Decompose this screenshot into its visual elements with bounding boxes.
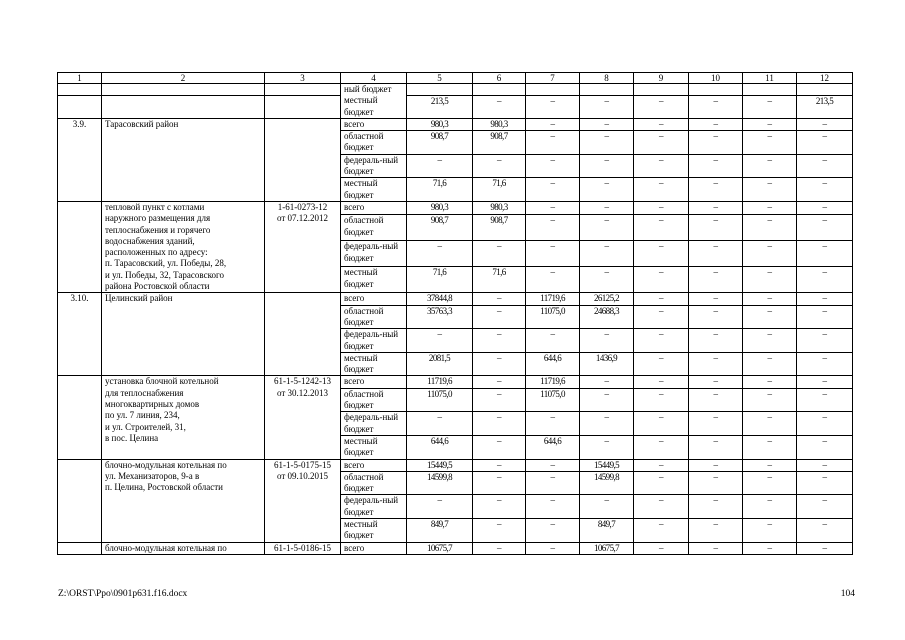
value-cell: 71,6	[407, 267, 473, 293]
value-cell: 644,6	[407, 435, 473, 459]
value-cell: –	[526, 201, 580, 215]
value-cell: –	[526, 154, 580, 178]
value-cell: –	[526, 131, 580, 155]
value-cell: –	[407, 154, 473, 178]
value-cell: –	[743, 267, 797, 293]
value-cell: 849,7	[407, 518, 473, 542]
value-cell: –	[473, 471, 526, 495]
value-cell: –	[689, 293, 743, 305]
value-cell: –	[634, 388, 689, 412]
value-cell: –	[407, 329, 473, 353]
value-cell: 15449,5	[580, 459, 634, 471]
value-cell: –	[797, 471, 853, 495]
value-cell: –	[743, 376, 797, 388]
value-cell: –	[797, 131, 853, 155]
value-cell: –	[473, 495, 526, 519]
table-cell	[407, 84, 473, 96]
value-cell: 11075,0	[526, 388, 580, 412]
value-cell: –	[634, 412, 689, 436]
document-ref	[265, 293, 341, 376]
value-cell: –	[743, 412, 797, 436]
value-cell: –	[689, 471, 743, 495]
value-cell: 26125,2	[580, 293, 634, 305]
value-cell: 10675,7	[407, 542, 473, 554]
page-number: 104	[840, 589, 855, 599]
cell-line: расположенных по адресу:	[105, 247, 208, 258]
cell-line: установка блочной котельной	[105, 376, 219, 387]
value-cell: 1436,9	[580, 352, 634, 376]
value-cell: –	[689, 118, 743, 130]
funding-source: областной бюджет	[341, 215, 407, 241]
value-cell: 71,6	[473, 267, 526, 293]
value-cell: –	[580, 241, 634, 267]
funding-source: всего	[341, 459, 407, 471]
value-cell: –	[634, 471, 689, 495]
value-cell: –	[743, 215, 797, 241]
value-cell: 11075,0	[407, 388, 473, 412]
document-ref	[265, 201, 341, 292]
value-cell: 2081,5	[407, 352, 473, 376]
table-cell	[58, 95, 102, 118]
document-ref: 61-1-5-0186-15	[265, 542, 341, 554]
value-cell: –	[797, 241, 853, 267]
document-ref	[265, 118, 341, 201]
table-row	[58, 376, 853, 388]
value-cell: –	[634, 131, 689, 155]
funding-source: федераль-ный бюджет	[341, 241, 407, 267]
value-cell: –	[407, 241, 473, 267]
value-cell: 908,7	[473, 131, 526, 155]
funding-source: областной бюджет	[341, 131, 407, 155]
column-number: 1	[58, 73, 102, 84]
column-number: 5	[407, 73, 473, 84]
cell-line: блочно-модульная котельная по	[105, 459, 227, 470]
value-cell: –	[743, 388, 797, 412]
value-cell: 980,3	[473, 118, 526, 130]
value-cell: –	[634, 95, 689, 118]
value-cell: –	[634, 435, 689, 459]
cell-line: 1-61-0273-12	[277, 201, 328, 212]
value-cell: 11719,6	[526, 293, 580, 305]
value-cell: –	[689, 215, 743, 241]
value-cell: –	[473, 376, 526, 388]
value-cell: –	[407, 412, 473, 436]
value-cell: –	[689, 131, 743, 155]
value-cell: –	[580, 154, 634, 178]
funding-source: всего	[341, 376, 407, 388]
value-cell: –	[580, 495, 634, 519]
funding-source: федераль-ный бюджет	[341, 329, 407, 353]
cell-line: в пос. Целина	[105, 432, 159, 443]
section-number: 3.9.	[58, 118, 102, 201]
value-cell: –	[634, 542, 689, 554]
table-row	[58, 201, 853, 215]
value-cell: –	[526, 267, 580, 293]
value-cell: –	[797, 412, 853, 436]
budget-table	[57, 72, 853, 555]
cell-line: района Ростовской области	[105, 281, 210, 292]
value-cell: 849,7	[580, 518, 634, 542]
value-cell: –	[634, 267, 689, 293]
funding-source: всего	[341, 201, 407, 215]
table-cell	[526, 84, 580, 96]
value-cell: –	[634, 329, 689, 353]
object-name: блочно-модульная котельная по	[102, 542, 265, 554]
value-cell: –	[580, 178, 634, 202]
cell-line: наружного размещения для	[105, 213, 211, 224]
table-cell	[265, 84, 341, 96]
column-number: 11	[743, 73, 797, 84]
table-cell	[102, 84, 265, 96]
value-cell: –	[580, 131, 634, 155]
table-cell	[743, 84, 797, 96]
column-number: 4	[341, 73, 407, 84]
value-cell: 11075,0	[526, 305, 580, 329]
value-cell: –	[634, 215, 689, 241]
value-cell: –	[689, 376, 743, 388]
value-cell: –	[634, 293, 689, 305]
value-cell: –	[526, 471, 580, 495]
value-cell: –	[526, 459, 580, 471]
value-cell: 71,6	[473, 178, 526, 202]
value-cell: –	[473, 518, 526, 542]
document-ref	[265, 459, 341, 542]
value-cell: 980,3	[473, 201, 526, 215]
value-cell: –	[526, 542, 580, 554]
object-name	[102, 376, 265, 459]
value-cell: –	[743, 352, 797, 376]
value-cell: –	[743, 178, 797, 202]
value-cell: –	[580, 95, 634, 118]
value-cell: –	[473, 241, 526, 267]
object-name	[102, 459, 265, 542]
value-cell: –	[689, 518, 743, 542]
value-cell: –	[526, 518, 580, 542]
value-cell: –	[526, 178, 580, 202]
value-cell: –	[689, 459, 743, 471]
value-cell: 35763,3	[407, 305, 473, 329]
column-number: 8	[580, 73, 634, 84]
value-cell: 980,3	[407, 118, 473, 130]
funding-source: федераль-ный бюджет	[341, 412, 407, 436]
value-cell: –	[473, 329, 526, 353]
object-name	[102, 201, 265, 292]
value-cell: –	[634, 178, 689, 202]
value-cell: –	[689, 352, 743, 376]
value-cell: 644,6	[526, 435, 580, 459]
value-cell: 71,6	[407, 178, 473, 202]
value-cell: –	[634, 305, 689, 329]
value-cell: –	[743, 154, 797, 178]
value-cell: –	[634, 376, 689, 388]
value-cell: –	[689, 241, 743, 267]
value-cell: –	[743, 435, 797, 459]
value-cell: –	[797, 388, 853, 412]
table-cell	[58, 84, 102, 96]
value-cell: –	[797, 495, 853, 519]
funding-source: всего	[341, 542, 407, 554]
value-cell: –	[743, 495, 797, 519]
funding-source: местный бюджет	[341, 352, 407, 376]
value-cell: –	[580, 201, 634, 215]
value-cell: –	[797, 215, 853, 241]
table-cell	[634, 84, 689, 96]
value-cell: –	[743, 471, 797, 495]
value-cell: –	[580, 435, 634, 459]
value-cell: –	[743, 305, 797, 329]
cell-line: п. Целина, Ростовской области	[105, 482, 224, 493]
value-cell: 11719,6	[526, 376, 580, 388]
value-cell: 908,7	[407, 215, 473, 241]
cell-line: ул. Механизаторов, 9-а в	[105, 470, 200, 481]
value-cell: –	[689, 305, 743, 329]
value-cell: –	[689, 154, 743, 178]
funding-source: областной бюджет	[341, 305, 407, 329]
funding-source: федераль-ный бюджет	[341, 154, 407, 178]
value-cell: –	[473, 542, 526, 554]
value-cell: –	[526, 95, 580, 118]
value-cell: –	[797, 154, 853, 178]
value-cell: –	[797, 178, 853, 202]
budget-sheet	[57, 72, 852, 555]
value-cell: 980,3	[407, 201, 473, 215]
value-cell: –	[689, 201, 743, 215]
district-name: Целинский район	[102, 293, 265, 376]
cell-line: п. Тарасовский, ул. Победы, 28,	[105, 258, 227, 269]
value-cell: 644,6	[526, 352, 580, 376]
cell-line: 61-1-5-1242-13	[274, 376, 331, 387]
value-cell: –	[634, 201, 689, 215]
table-row	[58, 118, 853, 130]
cell-line: 61-1-5-0175-15	[274, 459, 331, 470]
cell-line: теплоснабжения и горячего	[105, 224, 211, 235]
value-cell: –	[634, 495, 689, 519]
table-row	[58, 459, 853, 471]
value-cell: –	[634, 118, 689, 130]
cell-line: по ул. 7 линия, 234,	[105, 410, 180, 421]
value-cell: 213,5	[407, 95, 473, 118]
funding-source: местный бюджет	[341, 95, 407, 118]
column-number: 6	[473, 73, 526, 84]
value-cell: –	[473, 154, 526, 178]
column-number: 12	[797, 73, 853, 84]
column-number: 10	[689, 73, 743, 84]
value-cell: –	[797, 293, 853, 305]
cell-line: тепловой пункт с котлами	[105, 201, 205, 212]
empty-cell	[58, 542, 102, 554]
value-cell: –	[689, 542, 743, 554]
funding-source: областной бюджет	[341, 471, 407, 495]
value-cell: –	[526, 241, 580, 267]
value-cell: –	[580, 329, 634, 353]
value-cell: –	[689, 495, 743, 519]
table-cell	[102, 95, 265, 118]
value-cell: –	[689, 388, 743, 412]
funding-source: всего	[341, 293, 407, 305]
funding-source: федераль-ный бюджет	[341, 495, 407, 519]
column-number: 7	[526, 73, 580, 84]
value-cell: 37844,8	[407, 293, 473, 305]
funding-source: всего	[341, 118, 407, 130]
value-cell: –	[689, 329, 743, 353]
value-cell: –	[526, 329, 580, 353]
value-cell: –	[689, 178, 743, 202]
funding-source: местный бюджет	[341, 518, 407, 542]
value-cell: –	[634, 241, 689, 267]
table-cell	[689, 84, 743, 96]
value-cell: –	[743, 518, 797, 542]
value-cell: –	[407, 495, 473, 519]
cell-line: от 07.12.2012	[276, 213, 329, 224]
value-cell: –	[634, 352, 689, 376]
value-cell: 10675,7	[580, 542, 634, 554]
cell-line: для теплоснабжения	[105, 387, 184, 398]
value-cell: –	[526, 412, 580, 436]
value-cell: –	[743, 201, 797, 215]
cell-line: многоквартирных домов	[105, 399, 200, 410]
value-cell: –	[689, 267, 743, 293]
table-row	[58, 542, 853, 554]
value-cell: –	[526, 215, 580, 241]
value-cell: –	[797, 267, 853, 293]
value-cell: 908,7	[473, 215, 526, 241]
document-ref	[265, 376, 341, 459]
column-number: 9	[634, 73, 689, 84]
value-cell: –	[797, 118, 853, 130]
value-cell: –	[743, 459, 797, 471]
value-cell: –	[797, 376, 853, 388]
value-cell: –	[743, 118, 797, 130]
value-cell: –	[743, 131, 797, 155]
value-cell: –	[634, 518, 689, 542]
value-cell: –	[473, 459, 526, 471]
table-cell	[580, 84, 634, 96]
table-row	[58, 84, 853, 96]
value-cell: –	[743, 241, 797, 267]
funding-source: ный бюджет	[341, 84, 407, 96]
value-cell: –	[526, 495, 580, 519]
value-cell: –	[634, 459, 689, 471]
value-cell: –	[797, 459, 853, 471]
value-cell: 14599,8	[580, 471, 634, 495]
value-cell: –	[473, 293, 526, 305]
value-cell: –	[580, 376, 634, 388]
value-cell: –	[797, 329, 853, 353]
value-cell: –	[473, 388, 526, 412]
value-cell: –	[797, 542, 853, 554]
value-cell: –	[473, 95, 526, 118]
value-cell: 14599,8	[407, 471, 473, 495]
cell-line: от 09.10.2015	[276, 470, 329, 481]
value-cell: –	[580, 215, 634, 241]
value-cell: –	[797, 352, 853, 376]
cell-line: водоснабжения зданий,	[105, 235, 195, 246]
value-cell: 24688,3	[580, 305, 634, 329]
value-cell: –	[743, 95, 797, 118]
funding-source: местный бюджет	[341, 178, 407, 202]
table-row	[58, 293, 853, 305]
column-number: 3	[265, 73, 341, 84]
district-name: Тарасовский район	[102, 118, 265, 201]
empty-cell	[58, 201, 102, 292]
value-cell: –	[580, 267, 634, 293]
value-cell: –	[526, 118, 580, 130]
table-cell	[473, 84, 526, 96]
table-row	[58, 95, 853, 118]
cell-line: и ул. Победы, 32, Тарасовского	[105, 269, 224, 280]
value-cell: 908,7	[407, 131, 473, 155]
header-row	[58, 73, 853, 84]
funding-source: областной бюджет	[341, 388, 407, 412]
value-cell: –	[689, 412, 743, 436]
value-cell: –	[634, 154, 689, 178]
section-number: 3.10.	[58, 293, 102, 376]
value-cell: –	[743, 542, 797, 554]
value-cell: –	[797, 305, 853, 329]
file-path: Z:\ORST\Ppo\0901p631.f16.docx	[58, 589, 188, 599]
value-cell: –	[580, 388, 634, 412]
value-cell: –	[580, 118, 634, 130]
value-cell: –	[473, 435, 526, 459]
value-cell: –	[689, 435, 743, 459]
empty-cell	[58, 459, 102, 542]
column-number: 2	[102, 73, 265, 84]
value-cell: 213,5	[797, 95, 853, 118]
funding-source: местный бюджет	[341, 267, 407, 293]
funding-source: местный бюджет	[341, 435, 407, 459]
value-cell: –	[473, 352, 526, 376]
value-cell: –	[689, 95, 743, 118]
empty-cell	[58, 376, 102, 459]
cell-line: от 30.12.2013	[276, 387, 329, 398]
value-cell: 11719,6	[407, 376, 473, 388]
table-cell	[797, 84, 853, 96]
value-cell: –	[743, 329, 797, 353]
cell-line: и ул. Строителей, 31,	[105, 421, 186, 432]
value-cell: –	[580, 412, 634, 436]
table-cell	[265, 95, 341, 118]
value-cell: –	[797, 201, 853, 215]
value-cell: –	[473, 305, 526, 329]
value-cell: –	[743, 293, 797, 305]
value-cell: –	[797, 518, 853, 542]
value-cell: –	[473, 412, 526, 436]
table-body	[58, 73, 853, 555]
value-cell: 15449,5	[407, 459, 473, 471]
value-cell: –	[797, 435, 853, 459]
